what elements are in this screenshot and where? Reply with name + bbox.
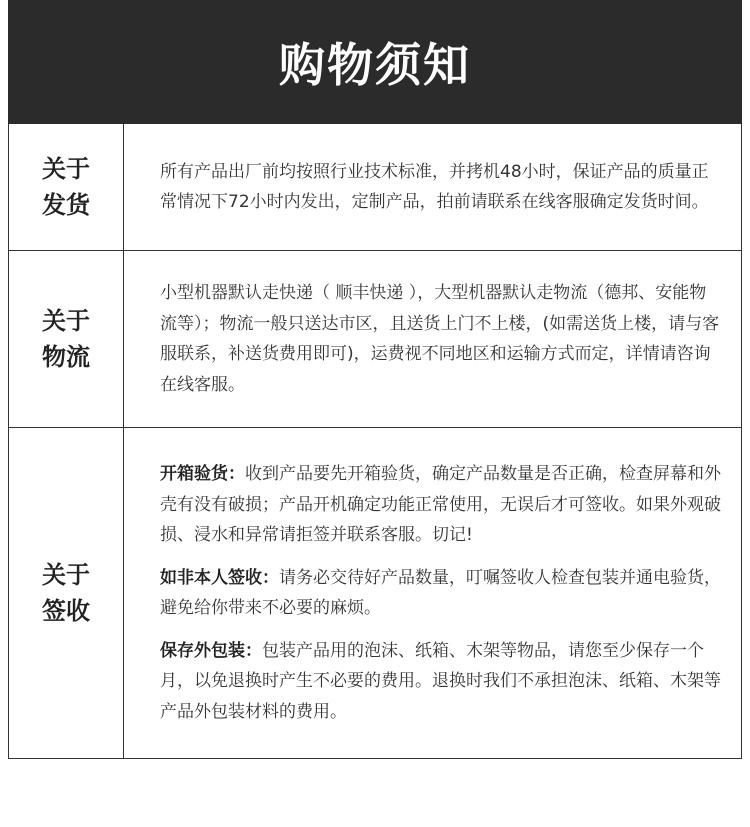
item-heading: 保存外包装： — [160, 640, 262, 661]
section-content — [124, 251, 741, 427]
item-text: 收到产品要先开箱验货，确定产品数量是否正确，检查屏幕和外壳有没有破损；产品开机确定功能正常使用，无误后才可签收。如果外观破损、浸水和异常请拒签并联系客服。切记! — [160, 464, 721, 545]
receipt-item-proxy — [160, 563, 721, 624]
section-text: 小型机器默认走快递（ 顺丰快递 ），大型机器默认走物流（德邦、安能物流等）；物流一般只送达市区，且送货上门不上楼，(如需送货上楼，请与客服联系，补送货费用即可)，运费视不同地区和运输方式而定，详情请咨询在线客服。 — [160, 283, 720, 395]
item-heading: 如非本人签收： — [160, 567, 279, 588]
notice-table — [8, 124, 742, 759]
section-receipt — [9, 427, 741, 758]
receipt-item-inspection — [160, 459, 721, 551]
section-label-line1: 关于 — [42, 307, 90, 335]
page-title: 购物须知 — [279, 38, 471, 92]
section-content — [124, 124, 741, 250]
item-text: 包装产品用的泡沫、纸箱、木架等物品，请您至少保存一个月，以免退换时产生不必要的费用。退换时我们不承担泡沫、纸箱、木架等产品外包装材料的费用。 — [160, 640, 721, 722]
section-label — [9, 251, 124, 427]
section-label-line2: 签收 — [42, 597, 90, 625]
section-label-line1: 关于 — [42, 155, 90, 183]
section-shipping — [9, 124, 741, 250]
item-heading: 开箱验货： — [160, 464, 245, 484]
section-label-line1: 关于 — [42, 561, 90, 589]
title-banner — [8, 0, 742, 124]
section-logistics — [9, 250, 741, 427]
item-text: 请务必交待好产品数量，叮嘱签收人检查包装并通电验货，避免给你带来不必要的麻烦。 — [160, 567, 721, 618]
section-label-line2: 发货 — [42, 191, 90, 219]
section-text: 所有产品出厂前均按照行业技术标准，并拷机48小时，保证产品的质量正常情况下72小时内发出，定制产品，拍前请联系在线客服确定发货时间。 — [160, 161, 709, 212]
section-content — [124, 428, 741, 758]
section-label-line2: 物流 — [42, 343, 90, 371]
receipt-item-packaging — [160, 636, 721, 728]
section-label — [9, 124, 124, 250]
section-label — [9, 428, 124, 758]
